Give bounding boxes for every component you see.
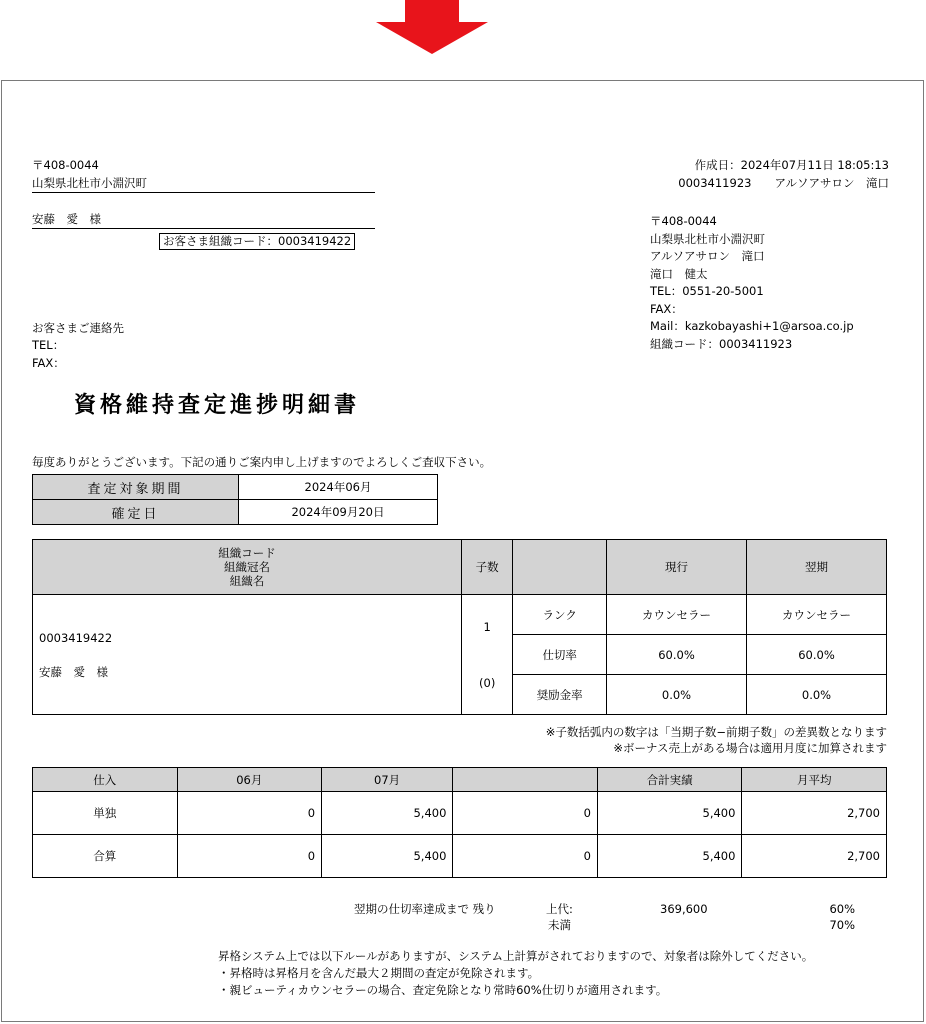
- customer-org-code-label: お客さま組織コード：: [163, 234, 278, 248]
- remaining-label: 翌期の仕切率達成まで 残り: [354, 902, 496, 916]
- issuer-line: 0003411923 アルソアサロン 滝口: [678, 176, 889, 190]
- purchase-cell: 2,700: [742, 792, 887, 835]
- purchase-hdr: 月平均: [742, 768, 887, 792]
- remaining-rate-2: 70%: [829, 918, 855, 932]
- row-current: 0.0%: [607, 675, 747, 715]
- purchase-cell: 5,400: [322, 835, 453, 878]
- table-row: [33, 595, 887, 635]
- customer-name: 安藤 愛 様: [32, 211, 375, 229]
- hdr-next: 翌期: [746, 540, 886, 595]
- purchase-hdr: 07月: [322, 768, 453, 792]
- issuer-address: 山梨県北杜市小淵沢町: [650, 232, 765, 246]
- org-name-value: 安藤 愛 様: [39, 664, 108, 679]
- purchase-cell: 0: [453, 835, 598, 878]
- children-count: 1: [483, 619, 491, 634]
- created-date: [695, 157, 889, 174]
- hdr-current: 現行: [607, 540, 747, 595]
- row-next: カウンセラー: [746, 595, 886, 635]
- confirm-label: 確定日: [33, 500, 239, 525]
- row-next: 0.0%: [746, 675, 886, 715]
- rank-header-org: [33, 540, 462, 595]
- purchase-table: [32, 767, 887, 878]
- footer-rule-2: ・親ビューティカウンセラーの場合、査定免除となり常時60%仕切りが適用されます。: [218, 983, 668, 997]
- issuer-org-code: 組織コード：0003411923: [650, 337, 793, 351]
- row-next: 60.0%: [746, 635, 886, 675]
- issuer-postal: 〒408-0044: [650, 214, 717, 228]
- issuer-mail: Mail：kazkobayashi+1@arsoa.co.jp: [650, 319, 854, 333]
- created-value: 2024年07月11日 18:05:13: [740, 158, 889, 172]
- row-label: 仕切率: [513, 635, 607, 675]
- purchase-hdr: 仕入: [33, 768, 178, 792]
- statement-sheet: [1, 80, 924, 1022]
- row-current: カウンセラー: [607, 595, 747, 635]
- remaining-upper-label: 上代:: [546, 902, 573, 916]
- issuer-person: 滝口 健太: [650, 267, 708, 281]
- issuer-fax: FAX：: [650, 302, 683, 316]
- purchase-cell: 2,700: [742, 835, 887, 878]
- remaining-under-label: 未満: [548, 918, 571, 932]
- purchase-cell: 単独: [33, 792, 178, 835]
- purchase-hdr: 合計実績: [597, 768, 742, 792]
- remaining-amount: 369,600: [660, 902, 708, 916]
- customer-tel-label: TEL：: [32, 338, 65, 352]
- row-label: ランク: [513, 595, 607, 635]
- hdr-org-title: 組織冠名: [224, 560, 270, 574]
- row-current: 60.0%: [607, 635, 747, 675]
- table-row: [33, 792, 887, 835]
- issuer-salon: アルソアサロン 滝口: [650, 249, 765, 263]
- hdr-org-code: 組織コード: [218, 546, 276, 560]
- row-label: 奨励金率: [513, 675, 607, 715]
- org-cell: [33, 595, 462, 715]
- footer-rule-intro: 昇格システム上では以下ルールがありますが、システム上計算がされておりますので、対象者は除外してください。: [218, 949, 814, 963]
- footer-rule-1: ・昇格時は昇格月を含んだ最大２期間の査定が免除されます。: [218, 966, 540, 980]
- org-code-value: 0003419422: [39, 630, 113, 645]
- created-label: 作成日：: [694, 158, 741, 172]
- purchase-cell: 0: [177, 792, 322, 835]
- children-diff: (0): [479, 675, 496, 690]
- purchase-cell: 5,400: [597, 835, 742, 878]
- rank-table: [32, 539, 887, 715]
- customer-address: 山梨県北杜市小淵沢町: [32, 175, 375, 193]
- hdr-org-name: 組織名: [229, 574, 265, 588]
- customer-org-code: 0003419422: [278, 234, 352, 248]
- hdr-children: 子数: [462, 540, 513, 595]
- purchase-cell: 0: [177, 835, 322, 878]
- table-row: [33, 835, 887, 878]
- purchase-hdr: 06月: [177, 768, 322, 792]
- customer-fax-label: FAX：: [32, 356, 65, 370]
- note-children: ※子数括弧内の数字は「当期子数−前期子数」の差異数となります: [545, 725, 887, 739]
- period-table: [32, 474, 438, 525]
- issuer-tel: TEL：0551-20-5001: [650, 284, 764, 298]
- customer-org-code-box: [159, 233, 355, 250]
- purchase-cell: 5,400: [597, 792, 742, 835]
- customer-postal: 〒408-0044: [32, 158, 99, 172]
- purchase-cell: 合算: [33, 835, 178, 878]
- down-arrow-icon: [376, 0, 488, 54]
- period-value: 2024年06月: [239, 475, 438, 500]
- purchase-cell: 0: [453, 792, 598, 835]
- confirm-value: 2024年09月20日: [239, 500, 438, 525]
- greeting-text: 毎度ありがとうございます。下記の通りご案内申し上げますのでよろしくご査収下さい。: [32, 455, 492, 469]
- note-bonus: ※ボーナス売上がある場合は適用月度に加算されます: [613, 741, 887, 755]
- purchase-hdr: [453, 768, 598, 792]
- hdr-blank: [513, 540, 607, 595]
- period-label: 査定対象期間: [33, 475, 239, 500]
- purchase-cell: 5,400: [322, 792, 453, 835]
- document-title: 資格維持査定進捗明細書: [74, 393, 361, 418]
- customer-contact-label: お客さまご連絡先: [32, 321, 124, 335]
- children-cell: [462, 595, 513, 715]
- remaining-rate-1: 60%: [829, 902, 855, 916]
